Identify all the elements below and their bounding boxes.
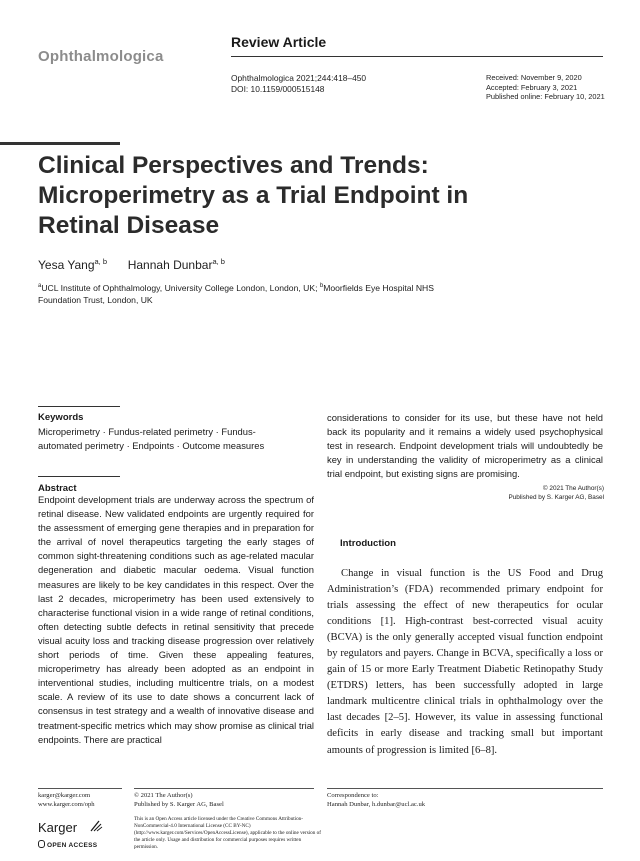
karger-logo: Karger (38, 820, 78, 835)
citation (231, 73, 366, 95)
footer-copyright-line: © 2021 The Author(s) (134, 792, 193, 799)
correspondence (327, 791, 425, 809)
footer-email[interactable]: karger@karger.com (38, 792, 91, 799)
license-text: This is an Open Access article licensed under the Creative Commons Attribution-NonCommercial-4.0 International License (CC BY-NC) (http://www.karger.com/Services/OpenAccessLicense), applicable to the online version of the article only. Usage and distribution for commercial purposes requires written permission. (134, 816, 321, 850)
abstract-text-continued: considerations to consider for its use, but these have not held back its popularity and it remains a widely used psychophysical test in research. Endpoint development trials will undoubtedly be key in understanding the validity of microperimetry as a clinical trial endpoint, but existing signs are promising. (327, 412, 603, 480)
correspondence-contact[interactable]: Hannah Dunbar, h.dunbar@ucl.ac.uk (327, 801, 426, 808)
copyright-notice (486, 484, 604, 502)
title-line-3: Retinal Disease (38, 212, 220, 239)
affiliation-marker: b (319, 283, 324, 289)
keywords-heading: Keywords (38, 412, 84, 423)
footer-web[interactable]: www.karger.com/oph (38, 801, 95, 808)
date-received: Received: November 9, 2020 (486, 73, 582, 82)
author-list (38, 257, 225, 272)
keywords-line-1: Microperimetry · Fundus-related perimetry · Fundus- (38, 426, 256, 437)
author-affiliation-sup: a, b (94, 257, 108, 266)
title-line-1: Clinical Perspectives and Trends: (38, 152, 429, 179)
introduction-text: Change in visual function is the US Food and Drug Administration’s (FDA) recommended primary endpoint for trials assessing the effect of new therapeutics for ocular conditions [1]. High-contrast best-corrected visual acuity (BCVA) is the only generally accepted visual function endpoint by regulators and payers. Change in BCVA, specifically a loss or gain of 15 or more Early Treatment Diabetic Retinopathy Study (ETDRS) letters, has been successfully adopted in large landmark multicentre clinical trials in ophthalmology over the last decades [2–5]. However, its value in assessing functional deficits in early disease and tracking small but important amounts of progression is limited [6–8]. (327, 568, 603, 756)
abstract-rule (38, 476, 120, 477)
abstract-heading: Abstract (38, 483, 77, 494)
open-access-label: OPEN ACCESS (47, 842, 98, 849)
author-name[interactable]: Hannah Dunbar (127, 258, 213, 272)
affiliations (38, 280, 478, 306)
introduction-heading: Introduction (340, 538, 396, 549)
footer-copyright (134, 791, 224, 809)
article-type: Review Article (231, 34, 327, 50)
keywords-rule (38, 406, 120, 407)
footer-rule-left (38, 788, 122, 789)
abstract-text: Endpoint development trials are underway across the spectrum of retinal disease. New validated endpoints are urgently required for the assessment of emerging gene therapies and in preparation for the arrival of novel therapeutics targeting the early stages of common sight-threatening conditions such as age-related macular degeneration and diabetic macular oedema. Visual function measures are likely to be key candidates in this respect. Over the last 2 decades, microperimetry has been used extensively to characterise functional vision in a wide range of retinal conditions, often detecting subtle defects in retinal sensitivity that precede visual acuity loss and tracking disease progression over relatively short periods of time. Given these appealing features, microperimetry has already been adopted as an endpoint in interventional studies, including multicentre trials, on a modest scale. A review of its use to date shows a concurrent lack of consensus in test strategy and a wealth of innovative disease and treatment-specific metrics which may show promise as clinical trial endpoints. There are practical (38, 494, 314, 745)
author-name[interactable]: Yesa Yang (38, 258, 95, 272)
title-accent-bar (0, 142, 120, 145)
copyright-line: © 2021 The Author(s) (542, 485, 604, 492)
article-title (38, 151, 558, 241)
affiliation-marker: a (38, 283, 42, 289)
article-dates (486, 73, 605, 102)
correspondence-label: Correspondence to: (327, 792, 379, 799)
title-line-2: Microperimetry as a Trial Endpoint in (38, 182, 469, 209)
keywords-list (38, 425, 308, 453)
citation-doi[interactable]: DOI: 10.1159/000515148 (231, 84, 325, 94)
affiliation-a: UCL Institute of Ophthalmology, University College London, London, UK; (41, 282, 320, 293)
date-published: Published online: February 10, 2021 (486, 92, 605, 101)
footer-rule-middle (134, 788, 314, 789)
author-affiliation-sup: a, b (212, 257, 225, 266)
journal-name: Ophthalmologica (38, 48, 164, 65)
open-access-badge (38, 840, 97, 849)
open-lock-icon (38, 840, 45, 848)
footer-contact (38, 791, 95, 809)
header-divider (231, 56, 603, 57)
keywords-line-2: automated perimetry · Endpoints · Outcome measures (38, 440, 265, 451)
karger-logo-icon (88, 818, 104, 834)
affiliation-b-cont: Foundation Trust, London, UK (38, 294, 153, 305)
footer-rule-right (327, 788, 603, 789)
affiliation-b: Moorfields Eye Hospital NHS (323, 282, 434, 293)
publisher-line: Published by S. Karger AG, Basel (508, 494, 604, 501)
citation-journal: Ophthalmologica 2021;244:418–450 (231, 73, 367, 83)
footer-publisher-line: Published by S. Karger AG, Basel (134, 801, 224, 808)
date-accepted: Accepted: February 3, 2021 (486, 82, 578, 92)
